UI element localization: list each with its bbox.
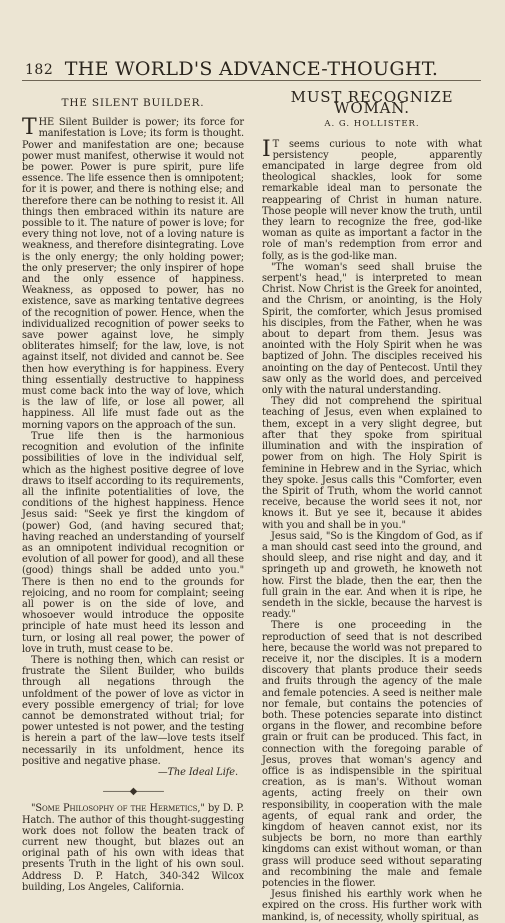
paragraph: True life then is the harmonious recognition and evolution of the infinite possibilities of love in the individual self, which as the highest positive degree of love draws to itself according to its requirements, all the infinite potentialities of love, the conditions of the highest happiness. Hence Jesus said: "Seek ye first the kingdom of (power) God, (and having secured that; having reached an understanding of yourself as an omnipotent individual recognition or evolution of all power for good), and all these (good) things shall be added unto you." There is then no end to the grounds for rejoicing, and no room for complaint; seeing all power is on the side of love, and whosoever would introduce the opposite principle of hate must heed its lesson and turn, or losing all real power, the power of love in truth, must cease to be. <box>22 430 244 655</box>
section-divider: ———◆——— <box>102 786 164 798</box>
notice-text: by D. P. Hatch. The author of this thought-suggesting work does not follow the beaten track of current new thought, but blazes out an original path of his own with ideas that presents Truth in the light of his own soul. Address D. P. Hatch, 340-342 Wilcox building, Los Angeles, California. <box>22 803 244 893</box>
paragraph-text: HE Silent Builder is power; its force for manifestation is Love; its form is thought. Power and manifestation are one; because power must manifest, otherwise it would not be power. Power is pure spirit, pure life essence. The life essence then is omnipotent; for it is power, and there is nothing else; and therefore there can be nothing to resist it. All things then embraced within its nature are possible to it. The nature of power is love; for every thing not love, not of a loving nature is weakness, and therefore disintegrating. Love is the only energy; the only holding power; the only preserver; the only inspirer of hope and the only essence of happiness. Weakness, as opposed to power, has no existence, save as marking tentative degrees of the recognition of power. Hence, when the individualized recognition of power seeks to save power against love, he simply obliterates himself; for the law, love, is not against itself, not divided and cannot be. See then how everything is for happiness. Every thing essentially destructive to happiness must come back into the way of love, which is the law of life, or lose all power, all happiness. All life must fade out as the morning vapors on the approach of the sun. <box>22 117 245 431</box>
paragraph: "The woman's seed shall bruise the serpent's head," is interpreted to mean Christ. Now Christ is the Greek for anointed, and the Chrism, or anointing, is the Holy Spirit, the comforter, which Jesus promised his disciples, from the Father, when he was about to depart from them. Jesus was anointed with the Holy Spirit when he was baptized of John. The disciples received his anointing on the day of Pentecost. Until they saw only as the world does, and perceived only with the natural understanding. <box>262 261 482 397</box>
running-header <box>22 58 481 82</box>
paragraph: There is one proceeding in the reproduction of seed that is not described here, because the world was not prepared to receive it, nor the disciples. It is a modern discovery that plants produce their seeds and fruits through the agency of the male and female potencies. A seed is neither male nor female, but contains the potencies of both. These potencies separate into distinct organs in the flower, and recombine before grain or fruit can be produced. This fact, in connection with the foregoing parable of Jesus, proves that woman's agency and office is as indispensible in the spiritual creation, as is man's. Without woman agents, acting freely on their own responsibility, in cooperation with the male agents, of equal rank and order, the kingdom of heaven cannot exist, nor its subjects be born, no more than earthly kingdoms can exist without woman, or than grass will produce seed without separating and recombining the male and female potencies in the flower. <box>262 620 482 890</box>
page-number: 182 <box>25 62 54 78</box>
author-byline: A. G. HOLLISTER. <box>324 119 420 130</box>
drop-cap: I <box>262 136 271 162</box>
paragraph <box>22 117 244 431</box>
article-title-must-recognize-woman: MUST RECOGNIZE WOMAN. <box>290 88 454 118</box>
drop-cap: T <box>22 115 37 141</box>
paragraph: They did not comprehend the spiritual teaching of Jesus, even when explained to them, except in a very slight degree, but after that they spoke from spiritual illumination and with the inspiration of power from on high. The Holy Spirit is feminine in Hebrew and in the Syriac, which they spoke. Jesus calls this "Comforter, even the Spirit of Truth, whom the world cannot receive, because the world sees it not, nor knows it. But ye see it, because it abides with you and shall be in you." <box>262 396 482 531</box>
attribution: —The Ideal Life. <box>157 766 238 778</box>
left-column <box>22 92 244 893</box>
paragraph <box>262 136 482 262</box>
paragraph: Jesus finished his earthly work when he expired on the cross. His further work with mankind, is, of necessity, wholly spiritual, as <box>262 889 482 923</box>
header-rule <box>22 80 481 81</box>
running-title: THE WORLD'S ADVANCE-THOUGHT. <box>64 58 439 80</box>
paragraph: Jesus said, "So is the Kingdom of God, as if a man should cast seed into the ground, and should sleep, and rise night and day, and it springeth up and groweth, he knoweth not how. First the blade, then the ear, then the full grain in the ear. And when it is ripe, he sendeth in the sickle, because the harvest is ready." <box>262 530 482 621</box>
article-title-silent-builder: THE SILENT BUILDER. <box>61 97 205 109</box>
notice-lead: "Some Philosophy of the Hermetics," <box>31 803 205 815</box>
paragraph-text: T seems curious to note with what persistency people, apparently emancipated in large degree from old theological shackles, look for some remarkable ideal man to personate the reappearing of Christ in human nature. Those people will never know the truth, until they learn to recognize the free, god-like woman as quite as important a factor in the role of man's redemption from error and folly, as is the god-like man. <box>262 138 482 262</box>
paragraph: There is nothing then, which can resist or frustrate the Silent Builder, who builds through all negations through the unfoldment of the power of love as victor in every possible emergency of trial; for love cannot be demonstrated without trial; for power untested is not power, and the testing is herein a part of the law—love tests itself necessarily in its unfoldment, hence its positive and negative phase. <box>22 654 244 767</box>
right-column <box>262 88 482 923</box>
book-notice <box>22 803 244 893</box>
